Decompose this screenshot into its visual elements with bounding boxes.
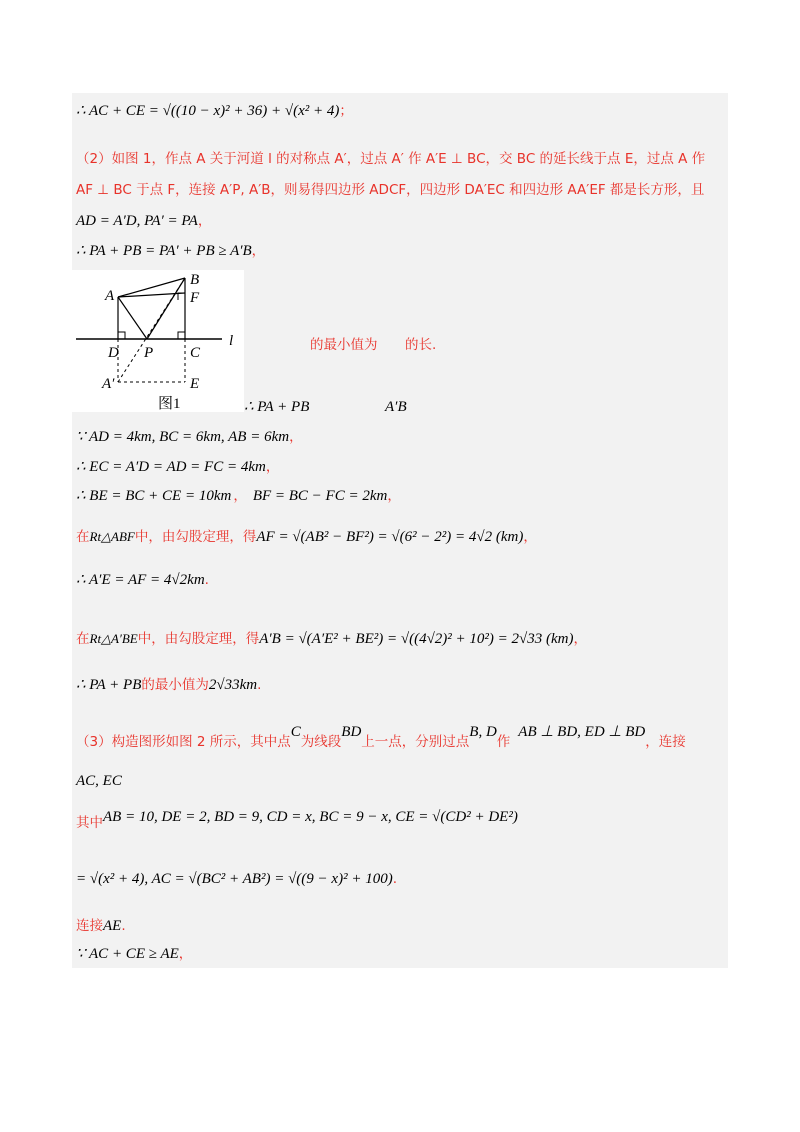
part3-line-e [76,917,126,935]
punct: ， [265,459,280,475]
points-b-d: B, D [469,724,497,740]
label-e: E [190,376,200,392]
triangle-a-prime-be: Rt△A′BE [89,631,138,646]
text-lianjie: 连接 [76,918,103,934]
text-zai: 在 [76,529,90,545]
text-segment: 为线段 [300,734,342,750]
formula-values: AB = 10, DE = 2, BD = 9, CD = x, BC = 9 − x, CE = √(CD² + DE²) [103,809,518,825]
part3-line-f [76,945,192,963]
punct: ， [197,213,212,229]
formula-a-prime-e: ∴ A′E = AF = 4√2km [76,572,205,588]
part3-intro: （3）构造图形如图 2 所示，其中点 [76,734,291,750]
min-value-text-1: 的最小值为 [310,337,378,353]
formula-pa-pb: ∴ PA + PB [244,399,310,415]
triangle-abf: Rt△ABF [89,529,135,544]
formula-ac-ec: AC, EC [76,773,122,789]
punct: ， [523,529,537,545]
figure-1 [72,270,244,412]
punct: ， [251,243,266,259]
formula-pa-pb-ineq: ∴ PA + PB = PA′ + PB ≥ A′B [76,243,252,259]
rt-a-prime-be-line [76,630,587,648]
punct: . [257,677,262,693]
text-pythag: 中，由勾股定理，得 [137,631,260,647]
text-min-value: 的最小值为 [141,677,209,693]
ae-line [76,571,209,589]
text-qizhong: 其中 [76,815,103,831]
punct: ， [573,631,587,647]
given-line [76,428,303,446]
formula-af: AF = √(AB² − BF²) = √(6² − 2²) = 4√2 (km) [256,529,524,545]
formula-perp: AB ⊥ BD, ED ⊥ BD [518,724,646,740]
rt-abf-line [76,528,537,546]
part2-line-b: AF ⊥ BC 于点 F，连接 A′P, A′B，则易得四边形 ADCF，四边形 DA′EC 和四边形 AA′EF 都是长方形，且 [76,182,705,198]
punct: ， [289,429,303,445]
min-value-text-2: 的长. [405,337,437,353]
label-c: C [190,345,201,361]
formula-ac-ce-ge-ae: ∵ AC + CE ≥ AE [76,946,179,962]
text-point-on: 上一点，分别过点 [361,734,470,750]
line-ac-ce-formula [76,102,353,120]
part3-line-b [76,772,122,790]
figure-caption: 图1 [158,396,181,412]
label-a: A [105,288,115,304]
part2-line-a: （2）如图 1，作点 A 关于河道 l 的对称点 A′，过点 A′ 作 A′E ⊥ BC，交 BC 的延长线于点 E，过点 A 作 [76,151,706,167]
formula-a-prime-b: A′B [385,399,407,415]
formula-pa-pb-min: ∴ PA + PB [76,677,142,693]
part3-line-c [76,808,518,831]
text-pythag: 中，由勾股定理，得 [134,529,257,545]
formula-ce-ac: = √(x² + 4), AC = √(BC² + AB²) = √((9 − x)² + 100) [76,871,393,887]
label-b: B [190,272,200,288]
formula-ec: ∴ EC = A′D = AD = FC = 4km [76,459,266,475]
min-value-result: 2√33km [208,677,258,693]
therefore-pa-pb [244,398,309,416]
segment-bd: BD [341,724,362,740]
punct: ， [387,488,401,504]
label-l: l [229,333,234,349]
label-a-prime: A′ [102,376,115,392]
figure-1-diagram [72,270,244,412]
label-p: P [144,345,154,361]
formula-ad-pa: AD = A′D, PA′ = PA [76,213,198,229]
punct: . [121,918,126,934]
part3-line-d [76,870,397,888]
be-bf-line: ∴ BE = BC + CE = 10km ， BF = BC − FC = 2km， [76,488,401,504]
part2-line-d [76,242,265,260]
ec-line [76,458,279,476]
punct: ； [339,103,353,119]
min-result-line [76,676,261,694]
label-f: F [190,290,200,306]
segment-ae: AE [103,918,122,934]
a-prime-b [385,398,407,416]
punct: ， [178,946,193,962]
formula-be: ∴ BE = BC + CE = 10km [76,488,232,504]
text-zuo: 作 [496,734,511,750]
point-c: C [290,724,301,740]
formula-ac-ce: ∴ AC + CE = √((10 − x)² + 36) + √(x² + 4) [76,103,340,119]
label-d: D [108,345,119,361]
formula-given: ∵ AD = 4km, BC = 6km, AB = 6km [76,429,290,445]
part2-line-c [76,212,211,230]
punct: . [392,871,397,887]
formula-a-prime-b-value: A′B = √(A′E² + BE²) = √((4√2)² + 10²) = 2√33 (km) [259,631,574,647]
part3-line-a [76,724,686,751]
text-connect: ，连接 [645,734,686,750]
formula-bf: BF = BC − FC = 2km [252,488,388,504]
text-zai: 在 [76,631,90,647]
punct: . [204,572,209,588]
